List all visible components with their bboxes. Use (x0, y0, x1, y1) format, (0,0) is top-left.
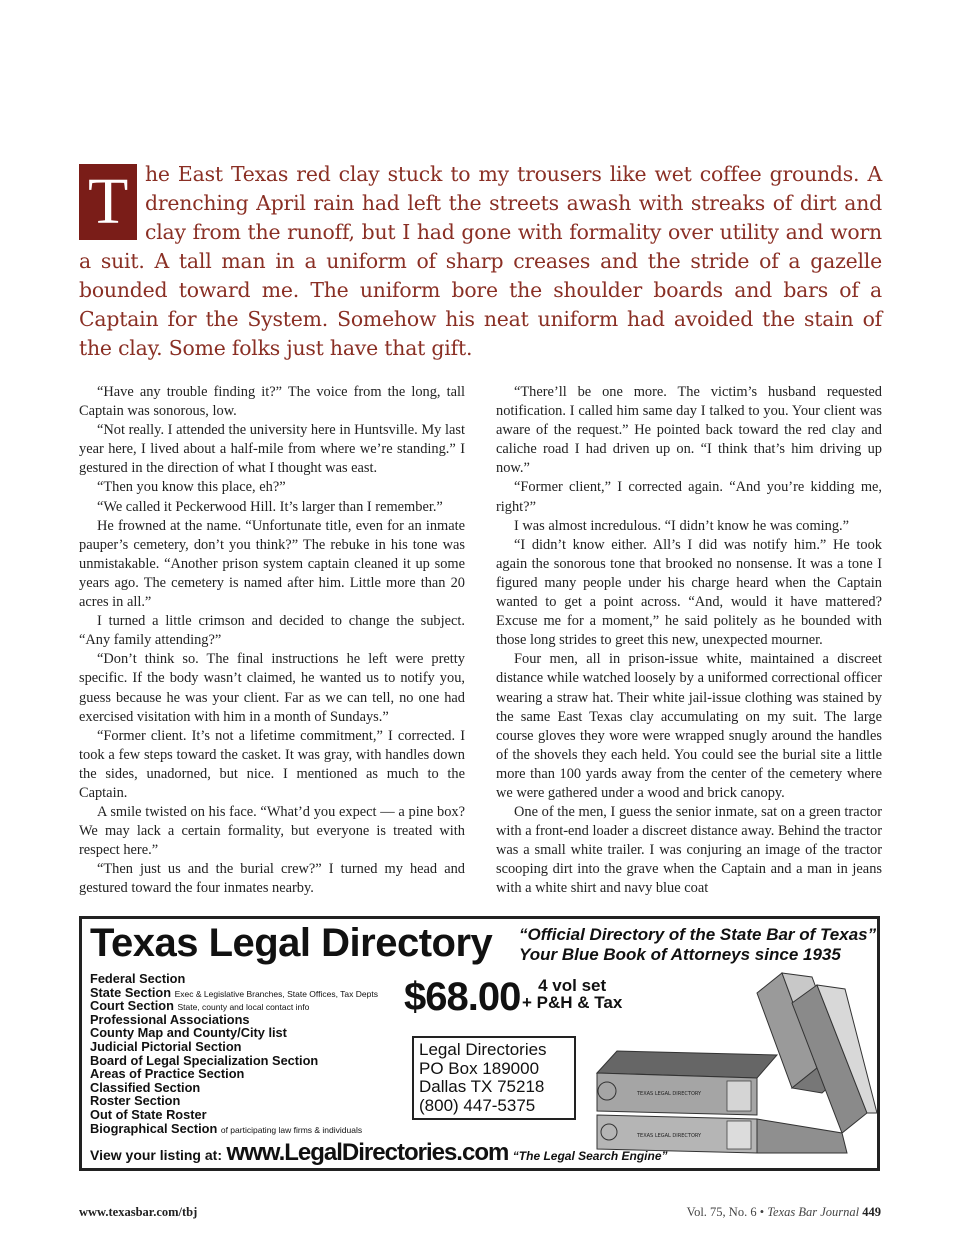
paragraph: “Then you know this place, eh?” (97, 479, 286, 496)
footer-journal: Texas Bar Journal (767, 1205, 860, 1219)
page-number: 449 (862, 1205, 881, 1219)
paragraph: “Former client,” I corrected again. “And you’re kidding me, right?” (496, 479, 882, 515)
directory-books-image (577, 963, 877, 1158)
ad-section-item: Classified Section (90, 1079, 201, 1095)
paragraph: A smile twisted on his face. “What’d you expect — a pine box? We may lack a certain formality, but everyone is treated with respect here.” (79, 804, 465, 859)
ad-tagline-official: “Official Directory of the State Bar of Texas” (519, 925, 877, 944)
ad-website-link[interactable]: www.LegalDirectories.com (226, 1139, 509, 1166)
paragraph: “I didn’t know either. All’s I did was notify him.” He took again the sonorous tone that brooked no nonsense. It was a tone I figured many people under his charge heard when the Captain wanted to get a point across. “And, would it have mattered? Excuse me for a moment,” he said politely as he bounded with those long strides to greet this new, unexpected mourner. (496, 536, 882, 649)
ad-address-line: PO Box 189000 (419, 1058, 540, 1078)
texas-legal-directory-ad (79, 916, 880, 1171)
ad-url-row (90, 1139, 668, 1167)
ad-section-item: State Section Exec & Legislative Branches, State Offices, Tax Depts (90, 984, 378, 1000)
ad-phone: (800) 447-5375 (419, 1095, 536, 1115)
paragraph: Four men, all in prison-issue white, maintained a discreet distance while watched loosely by a uniformed correctional officer wearing a straw hat. Their white jail-issue clothing was stained by the same East Texas clay accumulating on my suit. The large course gloves they wore were wrapped snugly around the handles of the shovels they each held. You could see the burial site a little more than 100 yards away from the center of the cemetery where we were gathered under a wood and brick canopy. (496, 651, 882, 801)
ad-address-box (412, 1036, 576, 1120)
ad-view-label: View your listing at: (90, 1147, 222, 1163)
paragraph: “Not really. I attended the university here in Huntsville. My last year here, I lived about a half-mile from where we’re standing.” I gestured in the direction of what I thought was east. (79, 422, 465, 477)
ad-address-line: Dallas TX 75218 (419, 1077, 545, 1096)
ad-ph-tax: + P&H & Tax (522, 993, 623, 1012)
paragraph: I turned a little crimson and decided to change the subject. “Any family attending?” (79, 613, 465, 649)
ad-title: Texas Legal Directory (90, 921, 493, 965)
ad-price: $68.00 (404, 975, 521, 1019)
right-column (496, 383, 882, 899)
ad-section-item: Judicial Pictorial Section (90, 1038, 242, 1054)
ad-vol-set: 4 vol set (538, 976, 607, 995)
paragraph: “Don’t think so. The final instructions he left were pretty specific. If the body wasn’t claimed, he wanted us to notify you, guess because he was your client. Far as we can tell, no one had exercised visitation with him in a month of Sundays.” (79, 651, 465, 725)
article-body (79, 383, 882, 899)
ad-search-engine-tag: “The Legal Search Engine” (512, 1149, 668, 1163)
paragraph: “Have any trouble finding it?” The voice from the long, tall Captain was sonorous, low. (79, 384, 465, 420)
paragraph: I was almost incredulous. “I didn’t know he was coming.” (514, 517, 850, 534)
paragraph: One of the men, I guess the senior inmate, sat on a green tractor with a front-end loader a discreet distance away. Behind the tractor was a small white trailer. I was conjuring an image of the tractor scooping dirt into the grave when the Captain and a man in jeans with a white shirt and navy blue coat (496, 804, 882, 897)
ad-section-item: Out of State Roster (90, 1106, 207, 1122)
ad-tagline (519, 925, 876, 965)
paragraph: “Then just us and the burial crew?” I turned my head and gestured toward the four inmates nearby. (79, 861, 465, 897)
ad-tagline-bluebook: Your Blue Book of Attorneys since 1935 (519, 945, 841, 964)
ad-section-item: Board of Legal Specialization Section (90, 1052, 319, 1068)
book-spine-label: TEXAS LEGAL DIRECTORY (637, 1091, 702, 1097)
footer-volume: Vol. 75, No. 6 (686, 1205, 757, 1219)
paragraph: “We called it Peckerwood Hill. It’s larger than I remember.” (97, 498, 443, 515)
paragraph: He frowned at the name. “Unfortunate title, even for an inmate pauper’s cemetery, don’t you think?” The rebuke in his tone was unmistakable. “Another prison system captain cleaned it up some years ago. The cemetery is named after him. Little more than 20 acres in all.” (79, 517, 465, 611)
lead-text: he East Texas red clay stuck to my trousers like wet coffee grounds. A drenching April rain had left the streets awash with streaks of dirt and clay from the runoff, but I had gone with formality over utility and worn a suit. A tall man in a uniform of sharp creases and the stride of a gazelle bounded toward me. The uniform bore the shoulder boards and bars of a Captain for the System. Somehow his neat uniform had avoided the stain of the clay. Some folks just have that gift. (79, 162, 882, 360)
ad-section-list (90, 973, 378, 1136)
left-column (79, 383, 465, 899)
footer-issue-info (687, 1205, 881, 1220)
ad-section-item: Biographical Section of participating law firms & individuals (90, 1120, 363, 1136)
footer-bullet: • (759, 1205, 765, 1219)
drop-cap: T (79, 164, 137, 240)
ad-section-item: Areas of Practice Section (90, 1066, 245, 1082)
ad-section-item: Federal Section (90, 971, 186, 986)
ad-address-line: Legal Directories (419, 1040, 547, 1059)
paragraph: “Former client. It’s not a lifetime commitment,” I corrected. I took a few steps toward the casket. It was gray, with handles down the sides, unadorned, but nice. I mentioned as much to the Captain. (79, 727, 465, 801)
ad-section-item: Court Section State, county and local contact info (90, 998, 310, 1014)
book-spine-label: TEXAS LEGAL DIRECTORY (637, 1133, 702, 1139)
footer-website[interactable]: www.texasbar.com/tbj (79, 1205, 198, 1219)
paragraph: “There’ll be one more. The victim’s husband requested notification. I called him same day I talked to you. Your client was aware of the request.” He pointed back toward the red clay and caliche road I had driven up on. “I think that’s him driving up now.” (496, 384, 882, 477)
lead-paragraph (79, 160, 882, 363)
ad-section-item: Professional Associations (90, 1011, 250, 1027)
ad-section-item: Roster Section (90, 1093, 181, 1109)
ad-section-item: County Map and County/City list (90, 1025, 287, 1041)
